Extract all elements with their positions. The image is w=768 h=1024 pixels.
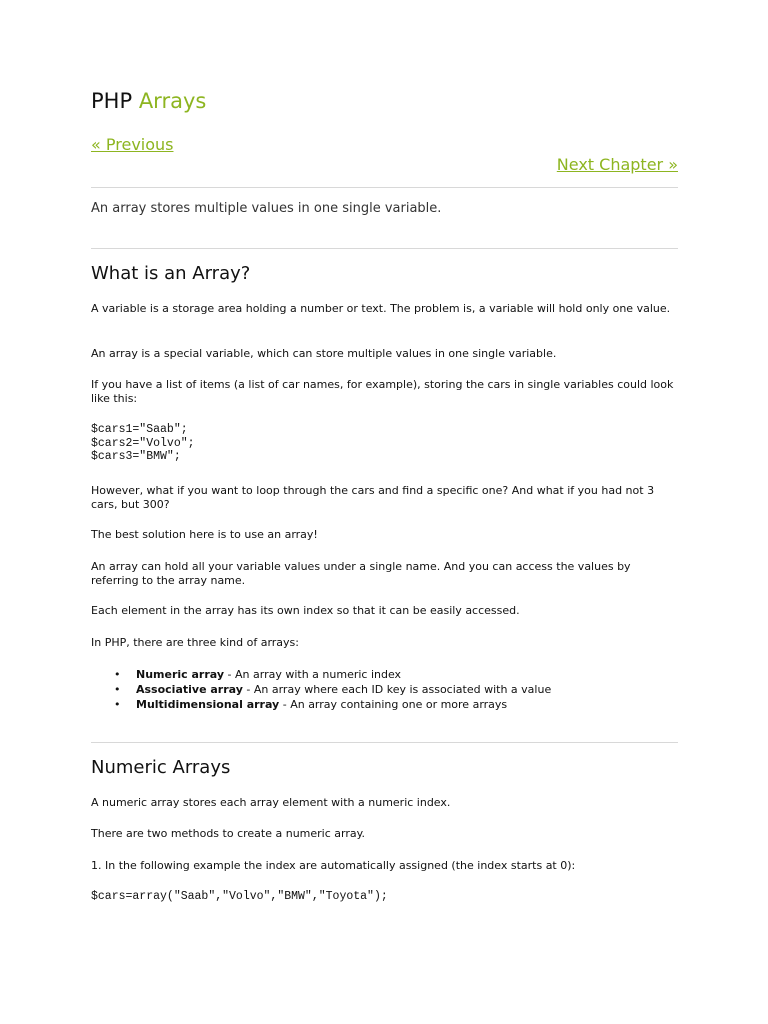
code-block: $cars=array("Saab","Volvo","BMW","Toyota");	[91, 890, 388, 903]
paragraph: An array can hold all your variable values under a single name. And you can access the values by referring to the array name.	[91, 560, 631, 587]
list-term: Associative array	[136, 683, 243, 696]
paragraph: 1. In the following example the index are automatically assigned (the index starts at 0):	[91, 859, 576, 872]
list-desc: - An array where each ID key is associated with a value	[242, 683, 552, 696]
paragraph: An array is a special variable, which can store multiple values in one single variable.	[91, 347, 557, 360]
previous-link[interactable]: « Previous	[91, 135, 174, 154]
section-heading-numeric-arrays: Numeric Arrays	[91, 757, 231, 778]
list-item	[91, 682, 678, 697]
paragraph: However, what if you want to loop through the cars and find a specific one? And what if you had not 3 cars, but 300?	[91, 484, 655, 511]
paragraph: A variable is a storage area holding a number or text. The problem is, a variable will hold only one value.	[91, 302, 671, 315]
page-title	[91, 89, 206, 113]
code-block	[91, 423, 195, 464]
paragraph: If you have a list of items (a list of car names, for example), storing the cars in single variables could look like this:	[91, 378, 674, 405]
title-prefix: PHP	[91, 89, 133, 113]
bullet-icon: •	[114, 683, 121, 696]
list-desc: - An array containing one or more arrays	[279, 698, 508, 711]
title-accent: Arrays	[138, 89, 207, 113]
paragraph: There are two methods to create a numeric array.	[91, 827, 366, 840]
array-types-list	[91, 667, 678, 712]
code-line: $cars2="Volvo";	[91, 436, 195, 450]
paragraph: In PHP, there are three kind of arrays:	[91, 636, 299, 649]
paragraph: The best solution here is to use an array!	[91, 528, 318, 541]
list-desc: - An array with a numeric index	[224, 668, 402, 681]
paragraph: A numeric array stores each array element with a numeric index.	[91, 796, 451, 809]
list-term: Numeric array	[136, 668, 225, 681]
list-item	[91, 697, 678, 712]
paragraph: Each element in the array has its own index so that it can be easily accessed.	[91, 604, 520, 617]
intro-text: An array stores multiple values in one single variable.	[91, 201, 442, 216]
divider	[91, 742, 678, 743]
bullet-icon: •	[114, 668, 121, 681]
divider	[91, 187, 678, 188]
next-chapter-link[interactable]: Next Chapter »	[556, 155, 678, 174]
code-line: $cars1="Saab";	[91, 423, 188, 436]
divider	[91, 248, 678, 249]
section-heading-what-is-array: What is an Array?	[91, 263, 251, 284]
bullet-icon: •	[114, 698, 121, 711]
list-term: Multidimensional array	[136, 698, 280, 711]
code-line: $cars3="BMW";	[91, 450, 181, 463]
list-item	[91, 667, 678, 682]
